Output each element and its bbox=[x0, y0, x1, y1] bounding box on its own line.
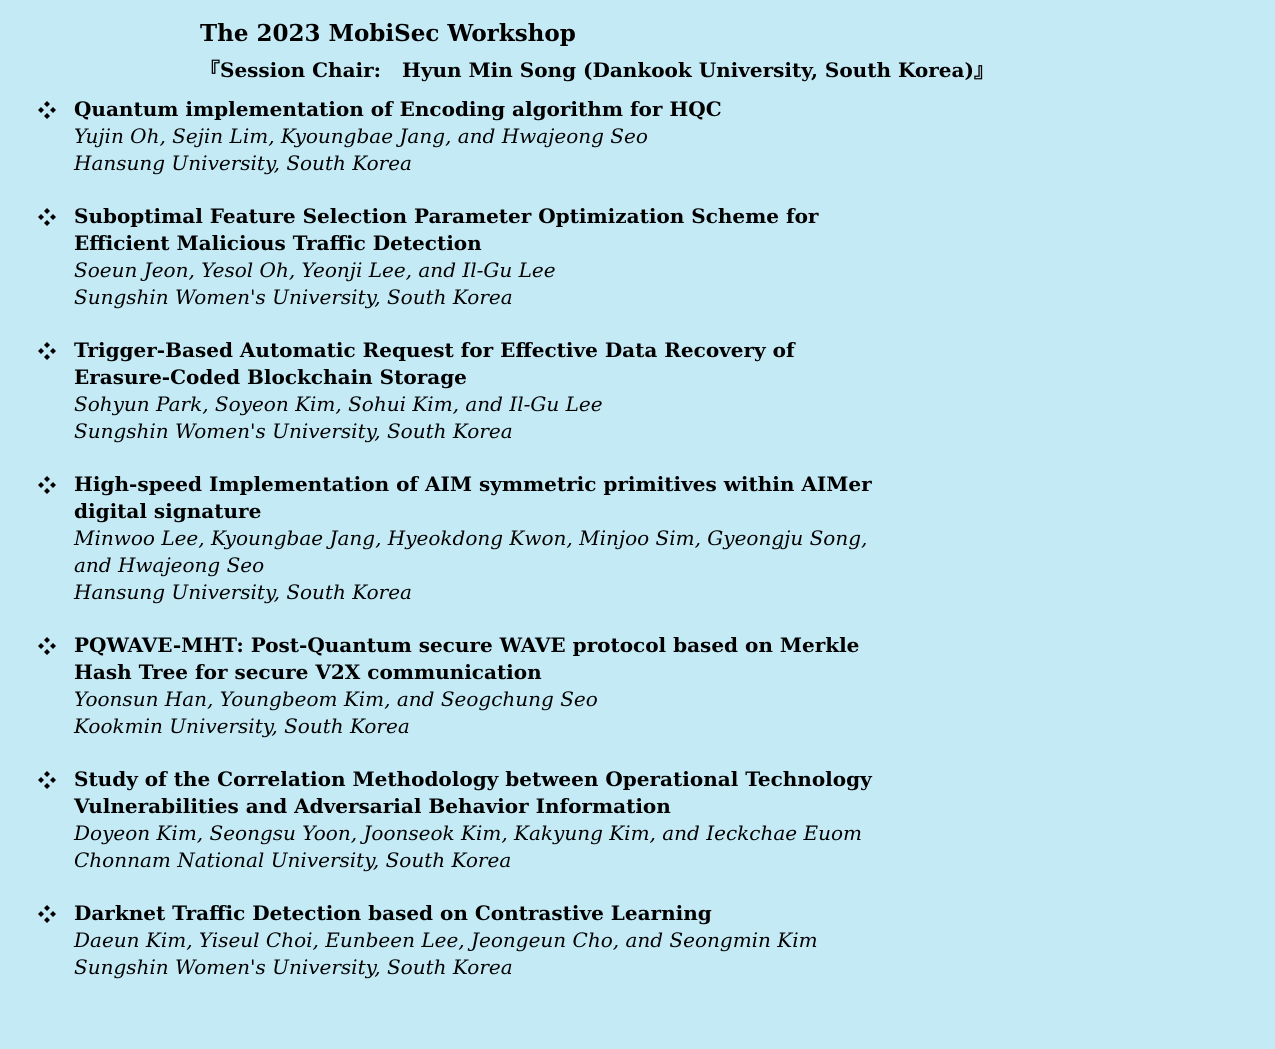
paper-list bbox=[36, 96, 896, 1007]
paper-title: Trigger-Based Automatic Request for Effective Data Recovery of Erasure-Coded Blockchain Storage bbox=[74, 338, 795, 389]
four-petal-diamond-icon bbox=[36, 632, 58, 659]
list-item bbox=[36, 471, 896, 606]
paper-authors: Soeun Jeon, Yesol Oh, Yeonji Lee, and Il-Gu Lee bbox=[74, 258, 556, 282]
list-item bbox=[36, 337, 896, 445]
paper-affiliation: Chonnam National University, South Korea bbox=[74, 848, 512, 872]
four-petal-diamond-icon bbox=[36, 471, 58, 498]
list-item bbox=[36, 203, 896, 311]
list-item bbox=[36, 96, 896, 177]
paper-authors: Yoonsun Han, Youngbeom Kim, and Seogchung Seo bbox=[74, 687, 598, 711]
four-petal-diamond-icon bbox=[36, 203, 58, 230]
paper-authors: Doyeon Kim, Seongsu Yoon, Joonseok Kim, Kakyung Kim, and Ieckchae Euom bbox=[74, 821, 862, 845]
paper-authors: Minwoo Lee, Kyoungbae Jang, Hyeokdong Kwon, Minjoo Sim, Gyeongju Song, and Hwajeong Seo bbox=[74, 526, 868, 577]
paper-affiliation: Sungshin Women's University, South Korea bbox=[74, 419, 513, 443]
paper-title: Darknet Traffic Detection based on Contrastive Learning bbox=[74, 901, 712, 925]
four-petal-diamond-icon bbox=[36, 900, 58, 927]
four-petal-diamond-icon bbox=[36, 766, 58, 793]
page-title: The 2023 MobiSec Workshop bbox=[200, 20, 576, 47]
paper-title: PQWAVE-MHT: Post-Quantum secure WAVE protocol based on Merkle Hash Tree for secure V2X communication bbox=[74, 633, 860, 684]
four-petal-diamond-icon bbox=[36, 96, 58, 123]
paper-authors: Daeun Kim, Yiseul Choi, Eunbeen Lee, Jeongeun Cho, and Seongmin Kim bbox=[74, 928, 818, 952]
paper-affiliation: Hansung University, South Korea bbox=[74, 580, 412, 604]
list-item bbox=[36, 766, 896, 874]
paper-authors: Sohyun Park, Soyeon Kim, Sohui Kim, and Il-Gu Lee bbox=[74, 392, 603, 416]
paper-affiliation: Sungshin Women's University, South Korea bbox=[74, 285, 513, 309]
paper-affiliation: Kookmin University, South Korea bbox=[74, 714, 410, 738]
four-petal-diamond-icon bbox=[36, 337, 58, 364]
list-item bbox=[36, 632, 896, 740]
paper-title: Quantum implementation of Encoding algorithm for HQC bbox=[74, 97, 722, 121]
paper-affiliation: Sungshin Women's University, South Korea bbox=[74, 955, 513, 979]
paper-title: Study of the Correlation Methodology between Operational Technology Vulnerabilities and Adversarial Behavior Information bbox=[74, 767, 872, 818]
session-chair: 『Session Chair: Hyun Min Song (Dankook University, South Korea)』 bbox=[200, 58, 994, 82]
paper-affiliation: Hansung University, South Korea bbox=[74, 151, 412, 175]
paper-title: High-speed Implementation of AIM symmetric primitives within AIMer digital signature bbox=[74, 472, 872, 523]
paper-title: Suboptimal Feature Selection Parameter Optimization Scheme for Efficient Malicious Traffic Detection bbox=[74, 204, 819, 255]
list-item bbox=[36, 900, 896, 981]
program-page bbox=[200, 18, 1160, 84]
paper-authors: Yujin Oh, Sejin Lim, Kyoungbae Jang, and Hwajeong Seo bbox=[74, 124, 648, 148]
